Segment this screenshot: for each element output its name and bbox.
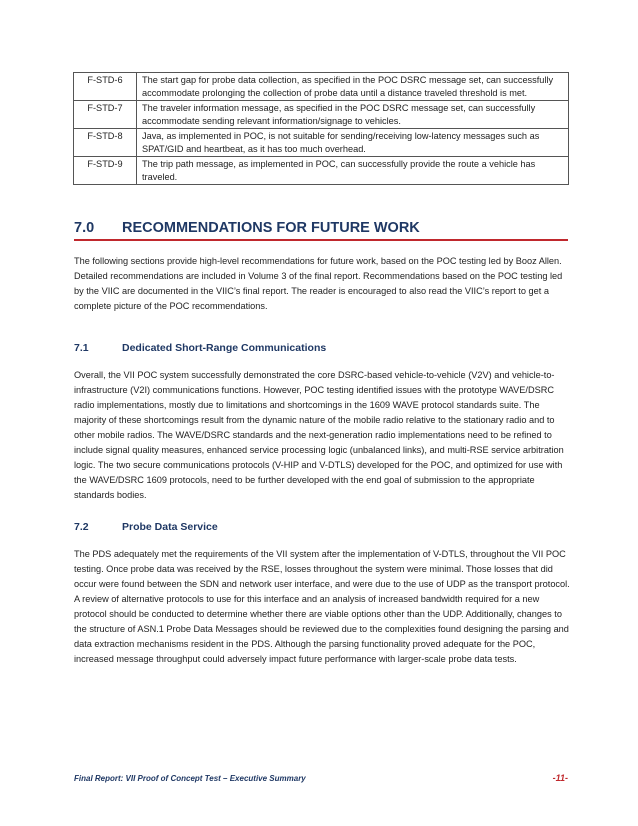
- footer-title: Final Report: VII Proof of Concept Test – Executive Summary: [74, 774, 306, 783]
- section-number: 7.0: [74, 220, 95, 236]
- section-7-2-body: The PDS adequately met the requirements of the VII system after the implementation of V-DTLS, throughout the VII POC testing. Once probe data was received by the RSE, losses throughout the system were minimal. Those losses that did occur were found between the SDN and network user interface, and were due to the use of UDP as the transport protocol. A review of alternative protocols to use for this interface and an analysis of increased bandwidth required for a new protocol should be conducted to determine whether there are viable options other than the UDP. Additionally, changes to the structure of ASN.1 Probe Data Messages should be reviewed due to the complexities found designing the parsing and data extraction mechanisms resident in the PDS. Although the parsing functionality proved adequate for the POC, increased message throughput could adversely impact future performance with larger-scale probe data tests.: [74, 549, 570, 664]
- section-title: Probe Data Service: [122, 521, 218, 533]
- findings-table: [73, 72, 569, 185]
- page-number: -11-: [552, 773, 568, 783]
- table-row: [74, 129, 569, 157]
- table-row: [74, 73, 569, 101]
- finding-text: Java, as implemented in POC, is not suitable for sending/receiving low-latency messages such as SPAT/GID and heartbeat, as it has too much overhead.: [137, 129, 569, 157]
- section-7-intro: The following sections provide high-level recommendations for future work, based on the POC testing led by Booz Allen. Detailed recommendations are included in Volume 3 of the final report. Recommendations based on the POC testing led by the VIIC are documented in the VIIC’s final report. The reader is encouraged to also read the VIIC’s report to get a complete picture of the POC recommendations.: [74, 256, 563, 311]
- section-7-1-heading: [74, 342, 568, 358]
- table-row: [74, 101, 569, 129]
- finding-text: The traveler information message, as specified in the POC DSRC message set, can successfully accommodate sending relevant information/signage to vehicles.: [137, 101, 569, 129]
- section-7-heading: [74, 219, 568, 241]
- finding-id: F-STD-7: [74, 101, 137, 129]
- section-title: RECOMMENDATIONS FOR FUTURE WORK: [122, 220, 420, 236]
- finding-text: The start gap for probe data collection, as specified in the POC DSRC message set, can successfully accommodate prolonging the collection of probe data until a distance traveled threshold is met.: [137, 73, 569, 101]
- section-7-1-body: Overall, the VII POC system successfully demonstrated the core DSRC-based vehicle-to-vehicle (V2V) and vehicle-to-infrastructure (V2I) communications functions. However, POC testing identified issues with the prototype WAVE/DSRC radio implementations, mostly due to limitations and shortcomings in the 1609 WAVE protocol standards suite. The majority of these shortcomings result from the dynamic nature of the mobile radio relative to the stationary radio and to other mobile radios. The WAVE/DSRC standards and the next-generation radio implementations need to be refined to include signal quality measures, enhanced service processing logic (unbalanced links), and multi-RSE service arbitration logic. The two secure communications protocols (V-HIP and V-DTLS) developed for the POC, and optimized for use with the WAVE/DSRC 1609 protocols, need to be further developed with the end goal of submission to the appropriate standards bodies.: [74, 370, 564, 500]
- table-row: [74, 157, 569, 185]
- finding-id: F-STD-9: [74, 157, 137, 185]
- section-number: 7.2: [74, 521, 89, 533]
- section-title: Dedicated Short-Range Communications: [122, 342, 327, 354]
- section-number: 7.1: [74, 342, 89, 354]
- finding-text: The trip path message, as implemented in POC, can successfully provide the route a vehicle has traveled.: [137, 157, 569, 185]
- page-footer: [74, 774, 568, 788]
- finding-id: F-STD-8: [74, 129, 137, 157]
- finding-id: F-STD-6: [74, 73, 137, 101]
- section-7-2-heading: [74, 521, 568, 537]
